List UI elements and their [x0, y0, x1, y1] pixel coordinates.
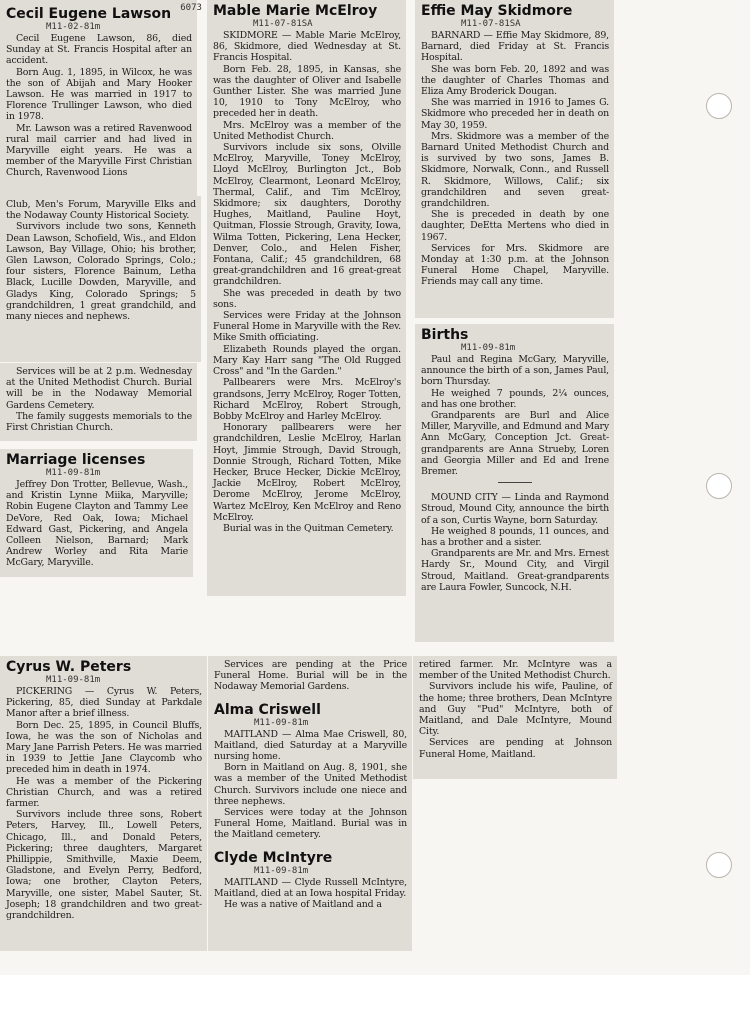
paragraph: Survivors include two sons, Kenneth Dean Lawson, Schofield, Wis., and Eldon Lawson, Bay Village, Ohio; his brother, Glen Lawson, Colorado Springs, Colo.; four sisters, Florence Bainum, Letha Black, Lucille Dowden, Maryville, and Gladys King, Colorado Springs; 5 grandchildren, 1 great grandchild, and many nieces and nephews.	[6, 221, 196, 323]
handwritten-date: M11-07-81SA	[253, 19, 313, 29]
paragraph: Pallbearers were Mrs. McElroy's grandsons, Jerry McElroy, Roger Totten, Richard McElroy, Robert Strough, Bobby McElroy and Harley McElroy.	[213, 377, 401, 422]
obituary-title: Mable Marie McElroy	[213, 3, 378, 19]
paragraph: Cecil Eugene Lawson, 86, died Sunday at St. Francis Hospital after an accident.	[6, 33, 192, 67]
paragraph: Burial was in the Quitman Cemetery.	[223, 522, 394, 534]
paragraph: He weighed 7 pounds, 2¼ ounces, and has one brother.	[421, 387, 609, 410]
obituary-mcelroy	[207, 0, 406, 596]
births	[415, 324, 614, 642]
handwritten-date: M11-09-81m	[461, 343, 516, 353]
obituary-peters	[0, 656, 207, 951]
obituary-title: Alma Criswell	[214, 701, 321, 718]
handwritten-date: M11-07-81SA	[461, 19, 521, 29]
paragraph: Born Aug. 1, 1895, in Wilcox, he was the son of Abijah and Mary Hooker Lawson. He was married in 1917 to Florence Trullinger Lawson, who died in 1978.	[6, 66, 192, 123]
handwritten-date: M11-09-81m	[46, 675, 101, 685]
handwritten-date: M11-09-81m	[254, 717, 309, 728]
paragraph: retired farmer. Mr. McIntyre was a member of the United Methodist Church.	[419, 659, 612, 682]
paragraph: She was preceded in death by two sons.	[213, 287, 401, 310]
paragraph: Born Feb. 28, 1895, in Kansas, she was the daughter of Oliver and Isabelle Gunther Lister. She was married June 10, 1910 to Tony McElroy, who preceded her in death.	[213, 63, 401, 120]
punch-hole	[706, 852, 732, 878]
paragraph: Club, Men's Forum, Maryville Elks and the Nodaway County Historical Society.	[6, 199, 196, 222]
paragraph: Mrs. McElroy was a member of the United Methodist Church.	[213, 119, 401, 142]
paragraph: Services for Mrs. Skidmore are Monday at 1:30 p.m. at the Johnson Funeral Home Chapel, Maryville. Friends may call any time.	[421, 242, 609, 288]
divider	[498, 482, 532, 483]
obituary-column-middle	[208, 656, 412, 951]
paragraph: The family suggests memorials to the First Christian Church.	[6, 410, 192, 434]
paragraph: Services were today at the Johnson Funeral Home, Maitland. Burial was in the Maitland cemetery.	[214, 807, 407, 841]
paragraph: Services will be at 2 p.m. Wednesday at the United Methodist Church. Burial will be in the Nodaway Memorial Gardens Cemetery.	[6, 366, 192, 411]
obituary-title: Effie May Skidmore	[421, 3, 573, 19]
paragraph: Elizabeth Rounds played the organ. Mary Kay Harr sang "The Old Rugged Cross" and "In the Garden."	[213, 343, 401, 378]
obituary-mcintyre-continued	[413, 656, 617, 779]
paragraph: Born Dec. 25, 1895, in Council Bluffs, Iowa, he was the son of Nicholas and Mary Jane Parrish Peters. He was married in 1939 to Jettie Jane Claycomb who preceded him in death in 1974.	[6, 719, 202, 776]
section-title: Births	[421, 327, 469, 343]
paragraph: MOUND CITY — Linda and Raymond Stroud, Mound City, announce the birth of a son, Curtis Wayne, born Saturday.	[421, 492, 609, 526]
paragraph: MAITLAND — Clyde Russell McIntyre, Maitland, died at an Iowa hospital Friday.	[214, 876, 407, 899]
paragraph: Honorary pallbearers were her grandchildren, Leslie McElroy, Harlan Hoyt, Jimmie Strough, David Strough, Donnie Strough, Richard Totten, Mike Hecker, Bruce Hecker, Dickie McElroy, Jackie McElroy, Robert McElroy, Derome McElroy, Jerome McElroy, Wartez McElroy, Ken McElroy and Reno McElroy.	[213, 422, 401, 523]
paragraph: MAITLAND — Alma Mae Criswell, 80, Maitland, died Saturday at a Maryville nursing home.	[214, 728, 407, 763]
paragraph: She was married in 1916 to James G. Skidmore who preceded her in death on May 30, 1959.	[421, 97, 609, 131]
paragraph: Mr. Lawson was a retired Ravenwood rural mail carrier and had lived in Maryville eight years. He was a member of the Maryville First Christian Church, Ravenwood Lions	[6, 122, 192, 179]
paragraph: She is preceded in death by one daughter, DeEtta Mertens who died in 1967.	[421, 209, 609, 243]
paragraph: Survivors include three sons, Robert Peters, Harvey, Ill., Lowell Peters, Chicago, Ill., and Donald Peters, Pickering; three daughters, Margaret Phillippie, Smithville, Maxie Deem, Gladstone, and Evelyn Perry, Bedford, Iowa; one brother, Clayton Peters, Maryville, one sister, Mabel Sauter, St. Joseph; 18 grandchildren and two great-grandchildren.	[6, 809, 202, 922]
paragraph: Mrs. Skidmore was a member of the Barnard United Methodist Church and is survived by two sons, James B. Skidmore, Norwalk, Conn., and Russell R. Skidmore, Willows, Calif.; six grandchildren and seven great-grandchildren.	[421, 130, 609, 210]
paragraph: He was a native of Maitland and a	[224, 899, 382, 911]
paragraph: He was a member of the Pickering Christian Church, and was a retired farmer.	[6, 775, 202, 810]
handwritten-date: M11-02-81m	[46, 22, 101, 32]
paragraph: Survivors include his wife, Pauline, of the home; three brothers, Dean McIntyre and Guy "Pud" McIntyre, both of Maitland, and Dale McIntyre, Mound City.	[419, 681, 612, 738]
paragraph: Born in Maitland on Aug. 8, 1901, she was a member of the United Methodist Church. Survivors include one niece and three nephews.	[214, 762, 407, 807]
obituary-title: Clyde McIntyre	[214, 849, 333, 866]
handwritten-number: 6073	[180, 3, 202, 13]
obituary-skidmore	[415, 0, 614, 318]
paragraph: SKIDMORE — Mable Marie McElroy, 86, Skidmore, died Wednesday at St. Francis Hospital.	[213, 30, 401, 64]
section-title: Marriage licenses	[6, 452, 146, 468]
paragraph: Services are pending at Johnson Funeral Home, Maitland.	[419, 737, 612, 760]
paragraph: Jeffrey Don Trotter, Bellevue, Wash., and Kristin Lynne Miika, Maryville; Robin Eugene Clayton and Tammy Lee DeVore, Red Oak, Iowa; Michael Edward Gast, Pickering, and Angela Colleen Nielson, Barnard; Mark Andrew Worley and Rita Marie McGary, Maryville.	[6, 479, 188, 569]
punch-hole	[706, 93, 732, 119]
paragraph: Services were Friday at the Johnson Funeral Home in Maryville with the Rev. Mike Smith officiating.	[213, 310, 401, 344]
punch-hole	[706, 473, 732, 499]
paragraph: PICKERING — Cyrus W. Peters, Pickering, 85, died Sunday at Parkdale Manor after a brief illness.	[6, 686, 202, 720]
paragraph: He weighed 8 pounds, 11 ounces, and has a brother and a sister.	[421, 525, 609, 549]
paragraph: Grandparents are Burl and Alice Miller, Maryville, and Edmund and Mary Ann McGary, Conception Jct. Great-grandparents are Anna Strueby, Loren and Georgia Miller and Ed and Irene Bremer.	[421, 410, 609, 478]
paragraph: Paul and Regina McGary, Maryville, announce the birth of a son, James Paul, born Thursday.	[421, 354, 609, 388]
paragraph: She was born Feb. 20, 1892 and was the daughter of Charles Thomas and Eliza Amy Broderick Dougan.	[421, 63, 609, 98]
obituary-lawson-services	[0, 363, 197, 441]
obituary-lawson-continued	[0, 196, 201, 362]
marriage-licenses	[0, 449, 193, 577]
handwritten-date: M11-09-81m	[254, 865, 309, 876]
paragraph: BARNARD — Effie May Skidmore, 89, Barnard, died Friday at St. Francis Hospital.	[421, 30, 609, 64]
paragraph: Survivors include six sons, Olville McElroy, Maryville, Toney McElroy, Lloyd McElroy, Burlington Jct., Bob McElroy, Clearmont, Leonard McElroy, Thermal, Calif., and Tim McElroy, Skidmore; six daughters, Dorothy Hughes, Maitland, Pauline Hoyt, Quitman, Flossie Strough, Gravity, Iowa, Wilma Totten, Pickering, Lena Hecker, Denver, Colo., and Helen Fisher, Fontana, Calif.; 45 grandchildren, 68 great-grandchildren and 16 great-great grandchildren.	[213, 142, 401, 288]
paragraph: Services are pending at the Price Funeral Home. Burial will be in the Nodaway Memorial Gardens.	[214, 659, 407, 693]
obituary-title: Cecil Eugene Lawson	[6, 6, 172, 22]
handwritten-date: M11-09-81m	[46, 468, 101, 478]
paragraph: Grandparents are Mr. and Mrs. Ernest Hardy Sr., Mound City, and Virgil Stroud, Maitland. Great-grandparents are Laura Fowler, Suncock, N.H.	[421, 548, 609, 593]
obituary-title: Cyrus W. Peters	[6, 659, 132, 675]
obituary-lawson	[0, 0, 202, 196]
